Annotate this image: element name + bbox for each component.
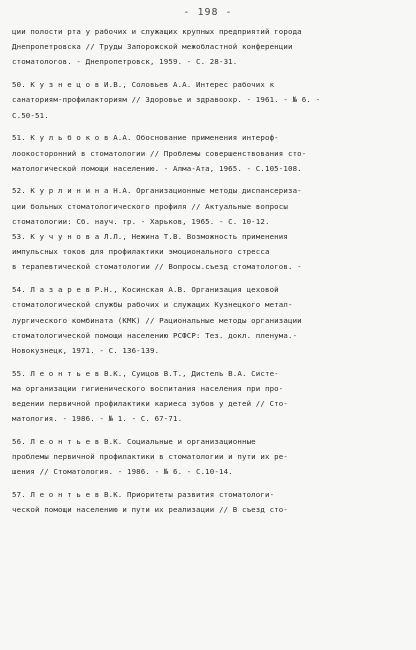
text-line: в терапевтической стоматологии // Вопросы.съезд стоматологов. - bbox=[12, 262, 302, 272]
entry-gap bbox=[12, 275, 408, 283]
entry-gap bbox=[12, 426, 408, 434]
text-line: санаториям-профилакториям // Здоровье и здравоохр. - 1961. - № 6. - bbox=[12, 95, 321, 105]
text-line: Новокузнецк, 1971. - С. 136-139. bbox=[12, 345, 160, 355]
text-line: ции больных стоматологического профиля // Актуальные вопросы bbox=[12, 201, 288, 211]
text-line: матологической помощи населению. - Алма-Ата, 1965. - С.105-108. bbox=[12, 163, 302, 173]
entry-gap bbox=[12, 70, 408, 78]
entry-gap bbox=[12, 176, 408, 184]
text-line: ма организации гигиенического воспитания населения при про- bbox=[12, 383, 284, 393]
text-line: 57. Л е о н т ь е в В.К. Приоритеты развития стоматологи- bbox=[12, 490, 275, 500]
text-line: 54. Л а з а р е в Р.Н., Косинская А.В. Организация цеховой bbox=[12, 285, 279, 295]
bibliography-text bbox=[12, 24, 408, 518]
text-line: 52. К у р л и н и н а Н.А. Организационные методы диспансериза- bbox=[12, 186, 302, 196]
text-line: ческой помощи населению и пути их реализации // В съезд сто- bbox=[12, 505, 288, 515]
text-line: стоматологической службы рабочих и служащих Кузнецкого метал- bbox=[12, 300, 293, 310]
text-line: лургического комбината (КМК) // Рациональные методы организации bbox=[12, 315, 302, 325]
page-number: - 198 - bbox=[183, 7, 233, 18]
text-line: проблемы первичной профилактики в стоматологии и пути их ре- bbox=[12, 452, 288, 462]
text-line: матология. - 1986. - № 1. - С. 67-71. bbox=[12, 414, 183, 424]
text-line: шения // Стоматология. - 1986. - № 6. - С.10-14. bbox=[12, 467, 233, 477]
entry-gap bbox=[12, 123, 408, 131]
text-line: стоматологов. - Днепропетровск, 1959. - С. 28-31. bbox=[12, 57, 238, 67]
entry-gap bbox=[12, 480, 408, 488]
text-line: 51. К у л ь б о к о в А.А. Обоснование применения интероф- bbox=[12, 133, 279, 143]
text-line: 53. К у ч у н о в а Л.Л., Нежина Т.В. Возможность применения bbox=[12, 232, 288, 242]
text-line: С.50-51. bbox=[12, 110, 49, 120]
text-line: стоматологической помощи населению РСФСР: Тез. докл. пленума.- bbox=[12, 330, 298, 340]
text-line: 56. Л е о н т ь е в В.К. Социальные и организационные bbox=[12, 437, 256, 447]
text-line: 55. Л е о н т ь е в В.К., Суицов В.Т., Дистель В.А. Систе- bbox=[12, 368, 279, 378]
text-line: ведении первичной профилактики кариеса зубов у детей // Сто- bbox=[12, 399, 288, 409]
text-line: Днепропетровска // Труды Запорожской межобластной конференции bbox=[12, 42, 293, 52]
text-line: лоокосторонний в стоматологии // Проблемы совершенствования сто- bbox=[12, 148, 307, 158]
text-line: импульсных токов для профилактики эмоционального стресса bbox=[12, 247, 270, 257]
text-line: ции полости рта у рабочих и служащих крупных предприятий города bbox=[12, 27, 302, 36]
text-line: 50. К у з н е ц о в И.В., Соловьев А.А. Интерес рабочих к bbox=[12, 80, 275, 90]
text-line: стоматологии: Сб. науч. тр. - Харьков, 1965. - С. 10-12. bbox=[12, 216, 270, 226]
entry-gap bbox=[12, 358, 408, 366]
